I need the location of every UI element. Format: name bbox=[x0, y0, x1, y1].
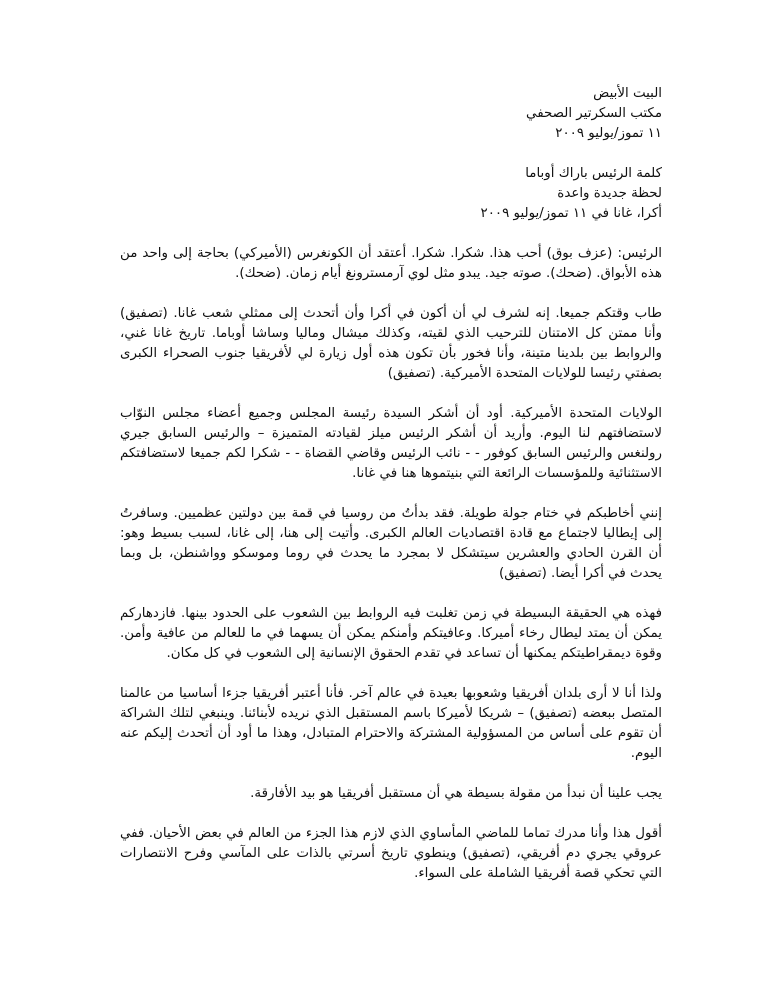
speech-title: كلمة الرئيس باراك أوباما bbox=[525, 166, 662, 181]
document-page bbox=[120, 84, 662, 904]
paragraph: ولذا أنا لا أرى بلدان أفريقيا وشعوبها بعيدة في عالم آخر. فأنا أعتبر أفريقيا جزءا أساسيا من عالمنا المتصل ببعضه (تصفيق) – شريكا لأميركا باسم المستقبل الذي نريده لأبنائنا. وينبغي لتلك الشراكة أن تقوم على أساس من المسؤولية المشتركة والاحترام المتبادل، وهذا ما أود أن أتحدث إليكم عنه اليوم. bbox=[120, 686, 662, 761]
paragraph: إنني أخاطبكم في ختام جولة طويلة. فقد بدأتُ من روسيا في قمة بين دولتين عظميين. وسافرتُ إلى إيطاليا لاجتماع مع قادة اقتصاديات العالم الكبرى. وأتيت إلى هنا، إلى غانا، لسبب بسيط وهو: أن القرن الحادي والعشرين سيتشكل لا بمجرد ما يحدث في روما وموسكو وواشنطن، بل وبما يحدث في أكرا أيضا. (تصفيق) bbox=[120, 506, 662, 581]
paragraph: الولايات المتحدة الأميركية. أود أن أشكر السيدة رئيسة المجلس وجميع أعضاء مجلس النوّاب لاستضافتهم لنا اليوم. وأريد أن أشكر الرئيس ميلز لقيادته المتميزة – والرئيس السابق جيري رولنغس والرئيس السابق كوفور - - نائب الرئيس وقاضي القضاة - - شكرا لكم جميعا لاستضافتكم الاستثنائية وللمؤسسات الرائعة التي بنيتموها هنا في غانا. bbox=[120, 406, 662, 481]
speech-location-date: أكرا، غانا في ١١ تموز/يوليو ٢٠٠٩ bbox=[480, 206, 662, 221]
remarks-header bbox=[120, 164, 662, 224]
institution-name: البيت الأبيض bbox=[593, 86, 662, 101]
paragraph: الرئيس: (عزف بوق) أحب هذا. شكرا. شكرا. أعتقد أن الكونغرس (الأميركي) بحاجة إلى واحد من هذه الأبواق. (ضحك). صوته جيد. يبدو مثل لوي آرمسترونغ أيام زمان. (ضحك). bbox=[120, 246, 662, 281]
office-name: مكتب السكرتير الصحفي bbox=[526, 106, 662, 121]
speech-subtitle: لحظة جديدة واعدة bbox=[557, 186, 662, 201]
office-header bbox=[120, 84, 662, 144]
paragraph: طاب وقتكم جميعا. إنه لشرف لي أن أكون في أكرا وأن أتحدث إلى ممثلي شعب غانا. (تصفيق) وأنا ممتن كل الامتنان للترحيب الذي لقيته، وكذلك ميشال وماليا وساشا أوباما. تاريخ غانا غني، والروابط بين بلدينا متينة، وأنا فخور بأن تكون هذه أول زيارة لي لأفريقيا جنوب الصحراء الكبرى بصفتي رئيسا للولايات المتحدة الأميركية. (تصفيق) bbox=[120, 306, 662, 381]
release-date: ١١ تموز/يوليو ٢٠٠٩ bbox=[555, 126, 662, 141]
paragraph: فهذه هي الحقيقة البسيطة في زمن تغلبت فيه الروابط بين الشعوب على الحدود بينها. فازدهاركم يمكن أن يمتد ليطال رخاء أميركا. وعافيتكم وأمنكم يمكن أن يسهما في ما للعالم من عافية وأمن. وقوة ديمقراطيتكم يمكنها أن تساعد في تقدم الحقوق الإنسانية إلى الشعوب في كل مكان. bbox=[120, 606, 662, 661]
paragraph: أقول هذا وأنا مدرك تماما للماضي المأساوي الذي لازم هذا الجزء من العالم في بعض الأحيان. ففي عروقي يجري دم أفريقي، (تصفيق) وينطوي تاريخ أسرتي بالذات على المآسي وفرح الانتصارات التي تحكي قصة أفريقيا الشاملة على السواء. bbox=[120, 826, 662, 881]
paragraph: يجب علينا أن نبدأ من مقولة بسيطة هي أن مستقبل أفريقيا هو بيد الأفارقة. bbox=[250, 786, 662, 801]
